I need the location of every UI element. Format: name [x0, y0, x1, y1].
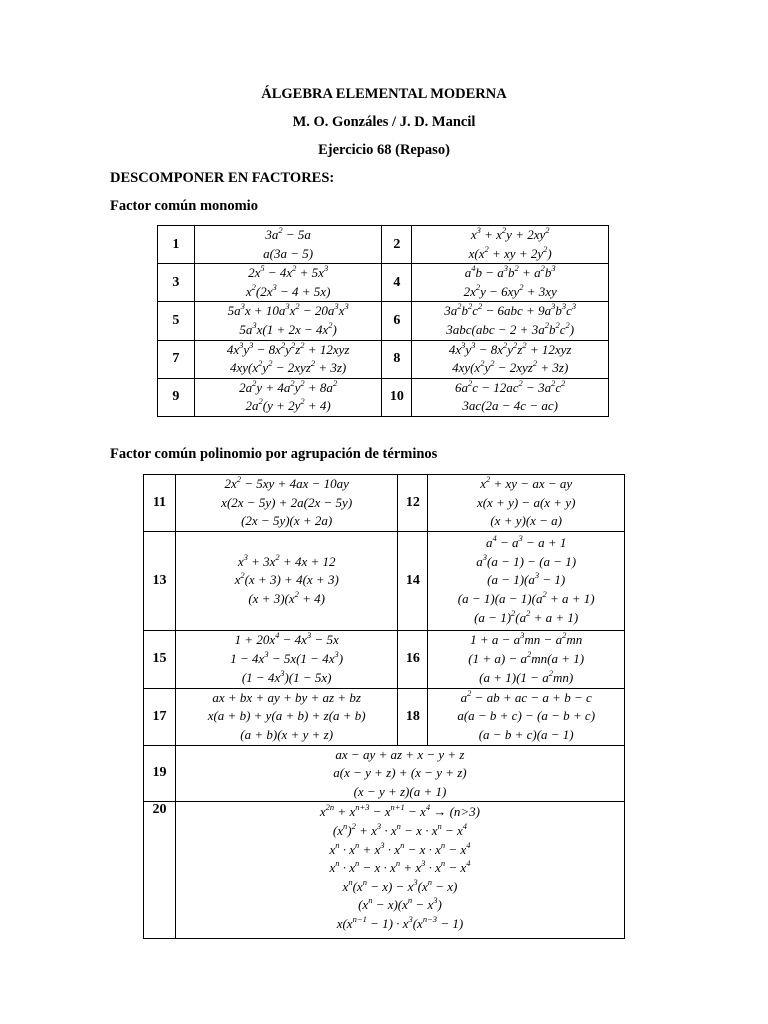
- expression-line: $1 + 20x^4 - 4x^3 - 5x$: [234, 630, 339, 648]
- expression-line: $x^n(x^n - x) - x^3(x^n - x)$: [342, 876, 458, 894]
- instruction: DESCOMPONER EN FACTORES:: [110, 170, 335, 186]
- expression-line: $3abc(abc - 2 + 3a^2b^2c^2)$: [446, 319, 575, 337]
- expression-cell: [175, 802, 624, 939]
- exercise-number: 5: [158, 302, 195, 340]
- expression-cell: [175, 688, 398, 745]
- exercise-number: 10: [382, 378, 412, 416]
- expression-line: $x^3 + x^2y + 2xy^2$: [470, 225, 550, 242]
- expression-line: a(3a − 5): [263, 245, 314, 261]
- exercise-row: [144, 531, 625, 630]
- expression-cell: [175, 531, 398, 630]
- expression-line: $x^n \cdot x^n + x^3 \cdot x^n - x \cdot x^n - x^4$: [329, 839, 471, 857]
- exercise-number: 3: [158, 264, 195, 302]
- authors: M. O. Gonzáles / J. D. Mancil: [292, 114, 476, 130]
- monomial-factor-table: [157, 225, 609, 417]
- expression-line: $(a - 1)(a^3 - 1)$: [487, 570, 566, 588]
- document-title: ÁLGEBRA ELEMENTAL MODERNA: [261, 86, 507, 102]
- exercise-number: 14: [398, 531, 428, 630]
- expression-cell: [194, 264, 382, 302]
- expression-cell: [428, 630, 625, 688]
- exercise-number: 20: [144, 802, 176, 939]
- expression-line: $2x^5 - 4x^2 + 5x^3$: [248, 263, 329, 281]
- expression-line: $a^4b - a^3b^2 + a^2b^3$: [464, 263, 556, 281]
- expression-line: $5a^3x(1 + 2x - 4x^2)$: [239, 319, 337, 337]
- exercise-number: 13: [144, 531, 176, 630]
- exercise-number: 19: [144, 745, 176, 802]
- exercise-number: 6: [382, 302, 412, 340]
- exercise-number: 11: [144, 475, 176, 532]
- expression-line: (x − y + z)(a + 1): [353, 783, 447, 799]
- expression-cell: [175, 630, 398, 688]
- exercise-number: 8: [382, 340, 412, 378]
- expression-cell: [428, 475, 625, 532]
- expression-line: $(a - 1)^2(a^2 + a + 1)$: [474, 607, 579, 625]
- expression-cell: [194, 302, 382, 340]
- expression-line: $(1 + a) - a^2mn(a + 1)$: [468, 648, 585, 666]
- expression-line: $4x^3y^3 - 8x^2y^2z^2 + 12xyz$: [448, 339, 572, 357]
- expression-cell: [412, 264, 609, 302]
- expression-line: $1 - 4x^3 - 5x(1 - 4x^3)$: [230, 648, 344, 666]
- exercise-row: [144, 475, 625, 532]
- exercise-row: [158, 226, 609, 264]
- exercise-number: 7: [158, 340, 195, 378]
- expression-line: a(x − y + z) + (x − y + z): [333, 765, 467, 781]
- expression-cell: [428, 531, 625, 630]
- expression-line: (x + y)(x − a): [490, 513, 563, 529]
- exercise-row: [158, 378, 609, 416]
- expression-cell: [412, 378, 609, 416]
- exercise-row: [144, 802, 625, 939]
- expression-line: $x^2(x + 3) + 4(x + 3)$: [234, 570, 339, 588]
- expression-line: $x(x^{n-1} - 1) \cdot x^3(x^{n-3} - 1)$: [336, 913, 464, 931]
- exercise-number: 15: [144, 630, 176, 688]
- exercise-row: [158, 340, 609, 378]
- exercise-row: [158, 264, 609, 302]
- expression-line: $(1 - 4x^3)(1 - 5x)$: [241, 667, 332, 685]
- exercise-number: 18: [398, 688, 428, 745]
- exercise-title: Ejercicio 68 (Repaso): [318, 142, 450, 158]
- expression-line: $(a + 1)(1 - a^2mn)$: [479, 667, 574, 685]
- expression-line: $(x^n)^2 + x^3 \cdot x^n - x \cdot x^n - x^4$: [332, 820, 468, 838]
- expression-line: $x^n \cdot x^n - x \cdot x^n + x^3 \cdot x^n - x^4$: [329, 858, 471, 876]
- expression-line: $4xy(x^2y^2 - 2xyz^2 + 3z)$: [452, 358, 569, 376]
- expression-cell: [194, 340, 382, 378]
- expression-cell: [412, 226, 609, 264]
- expression-line: 3ac(2a − 4c − ac): [462, 398, 558, 414]
- exercise-row: [158, 302, 609, 340]
- expression-line: $2a^2y + 4a^2y^2 + 8a^2$: [239, 377, 338, 395]
- expression-line: x(2x − 5y) + 2a(2x − 5y): [221, 494, 353, 510]
- expression-line: $3a^2b^2c^2 - 6abc + 9a^3b^3c^3$: [444, 301, 577, 319]
- exercise-number: 4: [382, 264, 412, 302]
- expression-cell: [412, 302, 609, 340]
- expression-line: $x^{2n} + x^{n+3} - x^{n+1} - x^4 \to (n>3)$: [319, 802, 480, 820]
- expression-line: $4x^3y^3 - 8x^2y^2z^2 + 12xyz$: [226, 339, 350, 357]
- expression-line: $6a^2c - 12ac^2 - 3a^2c^2$: [454, 377, 566, 395]
- expression-line: $5a^3x + 10a^3x^2 - 20a^3x^3$: [227, 301, 349, 319]
- expression-line: ax + bx + ay + by + az + bz: [212, 689, 361, 705]
- exercise-number: 12: [398, 475, 428, 532]
- expression-cell: [175, 475, 398, 532]
- expression-line: (a + b)(x + y + z): [240, 726, 334, 742]
- expression-cell: [194, 378, 382, 416]
- expression-line: $(x + 3)(x^2 + 4)$: [248, 589, 325, 607]
- expression-line: $x^3 + 3x^2 + 4x + 12$: [237, 551, 336, 569]
- grouping-factor-table: [143, 474, 625, 939]
- exercise-row: [144, 745, 625, 802]
- expression-line: $x^2(2x^3 - 4 + 5x)$: [245, 281, 331, 299]
- expression-line: $a^3(a - 1) - (a - 1)$: [476, 551, 577, 569]
- exercise-row: [144, 688, 625, 745]
- expression-line: x(x + y) − a(x + y): [476, 494, 576, 510]
- expression-cell: [428, 688, 625, 745]
- exercise-row: [144, 630, 625, 688]
- expression-line: $2a^2(y + 2y^2 + 4)$: [245, 396, 331, 414]
- expression-cell: [175, 745, 624, 802]
- expression-line: $(a - 1)(a - 1)(a^2 + a + 1)$: [457, 589, 595, 607]
- exercise-number: 9: [158, 378, 195, 416]
- expression-line: (a − b + c)(a − 1): [478, 726, 574, 742]
- expression-line: (2x − 5y)(x + 2a): [241, 513, 333, 529]
- expression-cell: [194, 226, 382, 264]
- expression-line: $2x^2y - 6xy^2 + 3xy$: [463, 281, 557, 299]
- expression-line: a(a − b + c) − (a − b + c): [457, 708, 596, 724]
- expression-line: $3a^2 - 5a$: [265, 225, 311, 242]
- expression-line: $a^4 - a^3 - a + 1$: [486, 533, 567, 551]
- expression-line: ax − ay + az + x − y + z: [335, 746, 465, 762]
- exercise-number: 16: [398, 630, 428, 688]
- exercise-number: 2: [382, 226, 412, 264]
- expression-line: $a^2$ − ab + ac − a + b − c: [460, 687, 592, 705]
- expression-line: $1 + a - a^3mn - a^2mn$: [470, 630, 583, 648]
- expression-cell: [412, 340, 609, 378]
- section2-title: Factor común polinomio por agrupación de términos: [110, 446, 438, 462]
- exercise-number: 1: [158, 226, 195, 264]
- exercise-number: 17: [144, 688, 176, 745]
- section1-title: Factor común monomio: [110, 198, 258, 214]
- expression-line: x(a + b) + y(a + b) + z(a + b): [207, 708, 366, 724]
- expression-line: $x^2$ + xy − ax − ay: [480, 474, 573, 491]
- expression-line: $(x^n - x)(x^n - x^3)$: [358, 895, 442, 913]
- expression-line: $2x^2 - 5xy + 4ax - 10ay$: [224, 474, 349, 491]
- expression-line: $x(x^2$ + xy + $2y^2$): [468, 243, 552, 261]
- expression-line: $4xy(x^2y^2 - 2xyz^2 + 3z)$: [230, 358, 347, 376]
